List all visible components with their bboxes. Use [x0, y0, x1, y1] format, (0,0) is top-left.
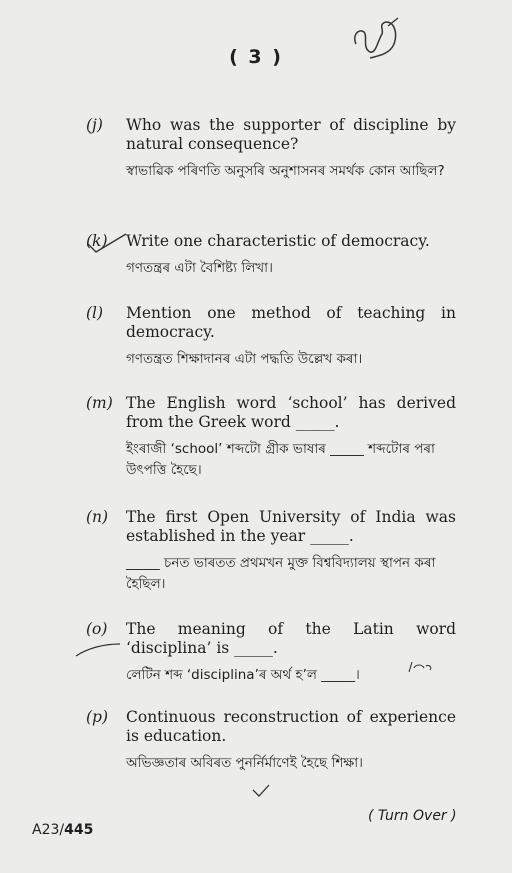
- question-text-assamese: _____ চনত ভাৰতত প্ৰথমখন মুক্ত বিশ্ববিদ্যালয় স্থাপন কৰা হৈছিল।: [126, 555, 436, 592]
- paper-code: [32, 822, 93, 838]
- handwritten-annotation: [348, 14, 408, 66]
- question-label: (n): [86, 508, 109, 526]
- question-label: (m): [86, 394, 113, 412]
- question-text-english: Who was the supporter of discipline by natural consequence?: [126, 116, 456, 153]
- question-j: [86, 116, 456, 182]
- paper-code-number: 445: [64, 822, 94, 838]
- question-label: (j): [86, 116, 103, 134]
- question-text-assamese: স্বাভাৱিক পৰিণতি অনুসৰি অনুশাসনৰ সমৰ্থক কোন আছিল?: [126, 163, 445, 179]
- tick-mark: [84, 230, 130, 254]
- question-k: [86, 232, 456, 279]
- question-o: [86, 620, 456, 686]
- question-label: (l): [86, 304, 104, 322]
- question-text-assamese: ইংৰাজী ‘school’ শব্দটো গ্ৰীক ভাষাৰ _____ শব্দটোৰ পৰা উৎপত্তি হৈছে।: [126, 441, 435, 478]
- question-text-english: The meaning of the Latin word ‘disciplina’ is _____.: [126, 620, 456, 657]
- question-text-english: Write one characteristic of democracy.: [126, 232, 430, 250]
- question-p: [86, 708, 456, 774]
- handwritten-annotation: [406, 658, 436, 678]
- question-label: (k): [86, 232, 108, 250]
- question-text-english: Mention one method of teaching in democracy.: [126, 304, 456, 341]
- check-mark: [250, 782, 272, 798]
- paper-code-prefix: A23/: [32, 822, 65, 838]
- margin-pen-stroke: [74, 640, 124, 660]
- question-text-assamese: গণতন্ত্ৰৰ এটা বৈশিষ্ট্য লিখা।: [126, 260, 273, 276]
- question-l: [86, 304, 456, 370]
- turn-over-note: ( Turn Over ): [368, 808, 457, 824]
- question-label: (p): [86, 708, 109, 726]
- question-text-english: Continuous reconstruction of experience is education.: [126, 708, 456, 745]
- question-text-assamese: অভিজ্ঞতাৰ অবিৰত পুনৰ্নিৰ্মাণেই হৈছে শিক্ষা।: [126, 755, 363, 771]
- question-m: [86, 394, 456, 481]
- question-text-english: The first Open University of India was established in the year _____.: [126, 508, 456, 545]
- page-number: ( 3 ): [229, 46, 283, 68]
- question-text-english: The English word ‘school’ has derived from the Greek word _____.: [126, 394, 456, 431]
- question-n: [86, 508, 456, 595]
- question-label: (o): [86, 620, 108, 638]
- question-text-assamese: গণতন্ত্ৰত শিক্ষাদানৰ এটা পদ্ধতি উল্লেখ কৰা।: [126, 351, 363, 367]
- question-text-assamese: লেটিন শব্দ ‘disciplina’ৰ অৰ্থ হ’ল _____।: [126, 667, 360, 683]
